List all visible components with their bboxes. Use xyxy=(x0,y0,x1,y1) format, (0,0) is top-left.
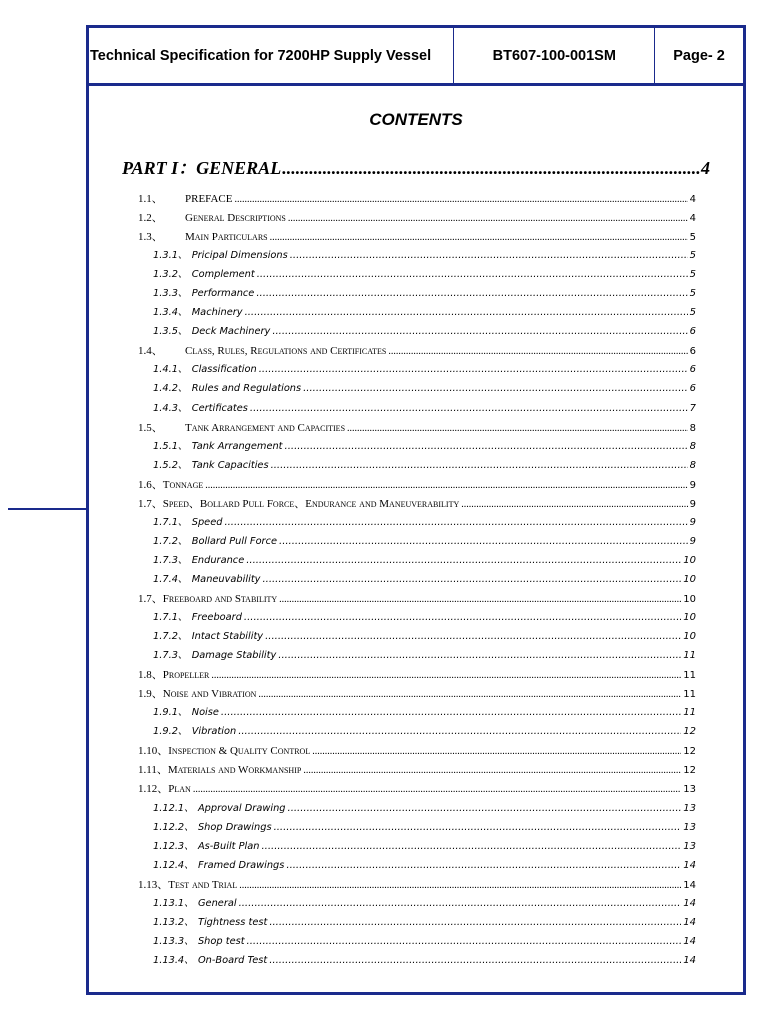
toc-subsection-entry[interactable] xyxy=(89,704,696,723)
toc-subsection-entry[interactable] xyxy=(89,571,696,590)
toc-entry-title: Deck Machinery xyxy=(191,326,271,338)
toc-subsection-entry[interactable] xyxy=(89,895,696,914)
toc-entry-page: 14 xyxy=(683,954,696,966)
toc-entry-page: 10 xyxy=(683,554,696,566)
toc-subsection-entry[interactable] xyxy=(89,361,696,380)
dot-leader xyxy=(290,250,688,261)
toc-subsection-entry[interactable] xyxy=(89,514,696,533)
toc-entry-number: 1.4.1、 xyxy=(153,364,188,376)
toc-entry-number: 1.9.2、 xyxy=(153,726,188,738)
dot-leader xyxy=(286,860,681,871)
dot-leader xyxy=(261,841,681,852)
toc-entry-title: Damage Stability xyxy=(191,650,277,662)
dot-leader xyxy=(259,364,688,375)
toc-entry-number: 1.1、 xyxy=(138,193,163,205)
part-page: 4 xyxy=(701,158,710,178)
toc-section-entry[interactable] xyxy=(89,685,696,704)
toc-entry-page: 4 xyxy=(689,213,696,225)
dot-leader xyxy=(256,288,687,299)
toc-entry-title: Vibration xyxy=(191,726,237,738)
dot-leader xyxy=(244,612,681,623)
toc-subsection-entry[interactable] xyxy=(89,609,696,628)
toc-entry-page: 12 xyxy=(683,726,696,738)
toc-entry-number: 1.3.3、 xyxy=(153,288,188,300)
toc-section-entry[interactable] xyxy=(89,419,696,438)
toc-entry-number: 1.4.3、 xyxy=(153,402,188,414)
toc-section-entry[interactable] xyxy=(89,876,696,895)
toc-entry-title: Framed Drawings xyxy=(197,859,285,871)
toc-entry-title: Classification xyxy=(191,364,257,376)
toc-entry-page: 12 xyxy=(683,765,696,777)
dot-leader xyxy=(211,670,681,681)
toc-entry-number: 1.7.3、 xyxy=(153,650,188,662)
toc-entry-title: Noise and Vibration xyxy=(162,688,257,701)
document-header xyxy=(89,28,743,86)
dot-leader xyxy=(269,955,681,966)
toc-entry-page: 8 xyxy=(689,440,696,452)
toc-entry-page: 13 xyxy=(683,802,696,814)
toc-entry-page: 4 xyxy=(689,194,696,205)
toc-subsection-entry[interactable] xyxy=(89,400,696,419)
dot-leader xyxy=(238,726,681,737)
toc-subsection-entry[interactable] xyxy=(89,628,696,647)
dot-leader xyxy=(269,917,681,928)
toc-entry-title: Main Particulars xyxy=(185,231,268,244)
toc-entry-title: Inspection & Quality Control xyxy=(168,745,311,758)
toc-entry-title: Intact Stability xyxy=(191,631,264,643)
toc-entry-title: Tank Arrangement xyxy=(191,440,283,452)
dot-leader xyxy=(262,574,681,585)
toc-entry-number: 1.13.4、 xyxy=(153,954,194,966)
toc-subsection-entry[interactable] xyxy=(89,647,696,666)
toc-section-entry[interactable] xyxy=(89,476,696,495)
toc-section-entry[interactable] xyxy=(89,590,696,609)
toc-entry-title: Rules and Regulations xyxy=(191,383,302,395)
dot-leader xyxy=(279,594,681,605)
toc-subsection-entry[interactable] xyxy=(89,838,696,857)
dot-leader xyxy=(282,158,700,179)
toc-entry-number: 1.13.2、 xyxy=(153,916,194,928)
toc-entry-number: 1.7.3、 xyxy=(153,554,188,566)
dot-leader xyxy=(271,460,688,471)
toc-entry-page: 11 xyxy=(683,670,696,682)
toc-entry-page: 11 xyxy=(683,707,696,719)
toc-subsection-entry[interactable] xyxy=(89,800,696,819)
toc-entry-number: 1.3.4、 xyxy=(153,307,188,319)
toc-entry-page: 6 xyxy=(689,364,696,376)
toc-entry-title: On-Board Test xyxy=(197,954,268,966)
toc-subsection-entry[interactable] xyxy=(89,914,696,933)
dot-leader xyxy=(288,213,688,224)
toc-entry-number: 1.3、 xyxy=(138,231,163,244)
toc-entry-title: Class, Rules, Regulations and Certificates xyxy=(185,345,387,358)
toc-entry-number: 1.5.2、 xyxy=(153,459,188,471)
toc-entry-title: Endurance xyxy=(191,554,245,566)
toc-entry-number: 1.7.1、 xyxy=(153,612,188,624)
toc-section-entry[interactable] xyxy=(89,190,696,209)
margin-line xyxy=(8,508,88,510)
toc-subsection-entry[interactable] xyxy=(89,247,696,266)
toc-entry-title: As-Built Plan xyxy=(197,840,260,852)
toc-entry-page: 12 xyxy=(683,746,696,758)
toc-entry-page: 9 xyxy=(689,479,696,491)
toc-entry-number: 1.12.2、 xyxy=(153,821,194,833)
toc-entry-title: Tank Arrangement and Capacities xyxy=(185,421,346,434)
toc-entry-title: Plan xyxy=(168,783,191,796)
toc-entry-page: 7 xyxy=(689,402,696,414)
toc-section-entry[interactable] xyxy=(89,342,696,361)
toc-entry-title: Speed xyxy=(191,516,223,528)
toc-entry-title: Tonnage xyxy=(162,478,204,491)
contents-heading: CONTENTS xyxy=(369,110,463,129)
toc-entry-page: 14 xyxy=(683,879,696,891)
toc-entry-title: Tank Capacities xyxy=(191,459,269,471)
toc-entry-title: PREFACE xyxy=(185,193,233,205)
toc-entry-number: 1.12.1、 xyxy=(153,802,194,814)
toc-entry-number: 1.2、 xyxy=(138,212,163,225)
toc-subsection-entry[interactable] xyxy=(89,819,696,838)
toc-entry-page: 11 xyxy=(683,689,696,701)
toc-entry-number: 1.6、 xyxy=(138,478,163,491)
toc-subsection-entry[interactable] xyxy=(89,933,696,952)
document-number: BT607-100-001SM xyxy=(454,28,655,83)
toc-entry-number: 1.7.2、 xyxy=(153,535,188,547)
toc-subsection-entry[interactable] xyxy=(89,857,696,876)
toc-entry-number: 1.3.5、 xyxy=(153,326,188,338)
toc-entry-page: 9 xyxy=(689,535,696,547)
dot-leader xyxy=(221,707,681,718)
toc-entry-title: Pricipal Dimensions xyxy=(191,250,288,262)
toc-entry-title: Shop test xyxy=(197,935,245,947)
toc-entry-number: 1.12、 xyxy=(138,783,169,796)
toc-entry-title: Approval Drawing xyxy=(197,802,286,814)
toc-subsection-entry[interactable] xyxy=(89,552,696,571)
dot-leader xyxy=(278,650,681,661)
toc-entry-title: Certificates xyxy=(191,402,248,414)
toc-entry-page: 8 xyxy=(689,422,696,434)
toc-entry-page: 14 xyxy=(683,859,696,871)
toc-entry-page: 6 xyxy=(689,346,696,358)
toc-subsection-entry[interactable] xyxy=(89,380,696,399)
toc-subsection-entry[interactable] xyxy=(89,952,696,971)
toc-entry-page: 5 xyxy=(689,269,696,281)
dot-leader xyxy=(274,822,682,833)
toc-entry-page: 9 xyxy=(689,516,696,528)
part-label: PART I：GENERAL xyxy=(122,158,282,178)
toc-entry-number: 1.7.2、 xyxy=(153,631,188,643)
page-frame xyxy=(86,25,746,995)
toc-entry-page: 10 xyxy=(683,631,696,643)
toc-entry-number: 1.4、 xyxy=(138,345,163,358)
toc-subsection-entry[interactable] xyxy=(89,723,696,742)
dot-leader xyxy=(257,269,688,280)
toc-subsection-entry[interactable] xyxy=(89,304,696,323)
toc-entry-number: 1.5.1、 xyxy=(153,440,188,452)
toc-entry-page: 5 xyxy=(689,250,696,262)
toc-subsection-entry[interactable] xyxy=(89,457,696,476)
toc-entry-number: 1.7.1、 xyxy=(153,516,188,528)
toc-entry-page: 13 xyxy=(683,840,696,852)
toc-subsection-entry[interactable] xyxy=(89,533,696,552)
toc-entry-title: Freeboard xyxy=(191,612,242,624)
toc-entry-number: 1.7、 xyxy=(138,592,163,605)
toc-section-entry[interactable] xyxy=(89,228,696,247)
dot-leader xyxy=(205,480,687,491)
toc-entry-page: 10 xyxy=(683,612,696,624)
toc-entry-page: 13 xyxy=(683,821,696,833)
dot-leader xyxy=(461,499,687,510)
toc-section-entry[interactable] xyxy=(89,495,696,514)
toc-entry-title: Tightness test xyxy=(197,916,268,928)
dot-leader xyxy=(239,898,682,909)
toc-entry-number: 1.11、 xyxy=(138,764,168,777)
toc-entry-number: 1.9.1、 xyxy=(153,707,188,719)
toc-entry-number: 1.13、 xyxy=(138,878,169,891)
dot-leader xyxy=(303,383,688,394)
dot-leader xyxy=(312,746,681,757)
toc-entry-number: 1.3.2、 xyxy=(153,269,188,281)
toc-entry-page: 14 xyxy=(683,935,696,947)
toc-entry-title: Noise xyxy=(191,707,219,719)
toc-section-entry[interactable] xyxy=(89,742,696,761)
dot-leader xyxy=(272,326,687,337)
dot-leader xyxy=(234,194,687,205)
toc-entry-title: Performance xyxy=(191,288,255,300)
dot-leader xyxy=(347,423,688,434)
dot-leader xyxy=(285,441,688,452)
dot-leader xyxy=(239,880,681,891)
toc-subsection-entry[interactable] xyxy=(89,266,696,285)
toc-entry-page: 8 xyxy=(689,459,696,471)
toc-entry-title: Complement xyxy=(191,269,255,281)
toc-entry-number: 1.8、 xyxy=(138,669,163,682)
toc-entry-number: 1.7.4、 xyxy=(153,573,188,585)
toc-entry-title: Propeller xyxy=(162,669,210,682)
toc-section-entry[interactable] xyxy=(89,780,696,799)
toc-entry-title: General Descriptions xyxy=(185,212,286,225)
toc-entry-page: 6 xyxy=(689,383,696,395)
toc-entry-title: Bollard Pull Force xyxy=(191,535,278,547)
toc-section-entry[interactable] xyxy=(89,209,696,228)
page-number: Page- 2 xyxy=(673,47,725,64)
dot-leader xyxy=(303,765,681,776)
toc-entry-title: Test and Trial xyxy=(168,878,238,891)
toc-entry-number: 1.3.1、 xyxy=(153,250,188,262)
toc-entry-page: 10 xyxy=(683,593,696,605)
dot-leader xyxy=(193,784,681,795)
dot-leader xyxy=(247,936,682,947)
table-of-contents xyxy=(89,190,743,971)
toc-entry-page: 5 xyxy=(689,307,696,319)
toc-entry-title: Materials and Workmanship xyxy=(167,764,302,777)
toc-entry-number: 1.7、 xyxy=(138,497,163,510)
dot-leader xyxy=(270,232,688,243)
toc-entry-number: 1.5、 xyxy=(138,421,163,434)
toc-entry-title: Machinery xyxy=(191,307,243,319)
toc-subsection-entry[interactable] xyxy=(89,323,696,342)
toc-entry-page: 14 xyxy=(683,916,696,928)
dot-leader xyxy=(265,631,681,642)
dot-leader xyxy=(246,555,681,566)
toc-entry-number: 1.10、 xyxy=(138,745,169,758)
toc-entry-page: 10 xyxy=(683,573,696,585)
toc-entry-title: Freeboard and Stability xyxy=(162,592,278,605)
toc-entry-page: 5 xyxy=(689,288,696,300)
toc-entry-title: General xyxy=(197,897,237,909)
toc-entry-title: Speed、Bollard Pull Force、Endurance and Maneuverability xyxy=(162,497,460,510)
toc-entry-number: 1.12.4、 xyxy=(153,859,194,871)
toc-section-entry[interactable] xyxy=(89,666,696,685)
dot-leader xyxy=(258,689,681,700)
document-title: Technical Specification for 7200HP Supply Vessel xyxy=(89,28,454,83)
toc-entry-number: 1.4.2、 xyxy=(153,383,188,395)
toc-entry-title: Maneuvability xyxy=(191,573,261,585)
dot-leader xyxy=(388,346,687,357)
toc-entry-page: 6 xyxy=(689,326,696,338)
part-heading[interactable] xyxy=(122,154,710,180)
toc-subsection-entry[interactable] xyxy=(89,285,696,304)
toc-entry-number: 1.13.1、 xyxy=(153,897,194,909)
toc-section-entry[interactable] xyxy=(89,761,696,780)
dot-leader xyxy=(288,803,682,814)
toc-entry-page: 13 xyxy=(683,784,696,796)
dot-leader xyxy=(250,403,688,414)
toc-entry-number: 1.9、 xyxy=(138,688,163,701)
dot-leader xyxy=(279,536,688,547)
toc-entry-number: 1.13.3、 xyxy=(153,935,194,947)
toc-entry-title: Shop Drawings xyxy=(197,821,272,833)
dot-leader xyxy=(224,517,687,528)
toc-subsection-entry[interactable] xyxy=(89,438,696,457)
toc-entry-page: 11 xyxy=(683,650,696,662)
dot-leader xyxy=(245,307,688,318)
toc-entry-page: 9 xyxy=(689,498,696,510)
toc-entry-page: 14 xyxy=(683,897,696,909)
toc-entry-number: 1.12.3、 xyxy=(153,840,194,852)
toc-entry-page: 5 xyxy=(689,232,696,244)
